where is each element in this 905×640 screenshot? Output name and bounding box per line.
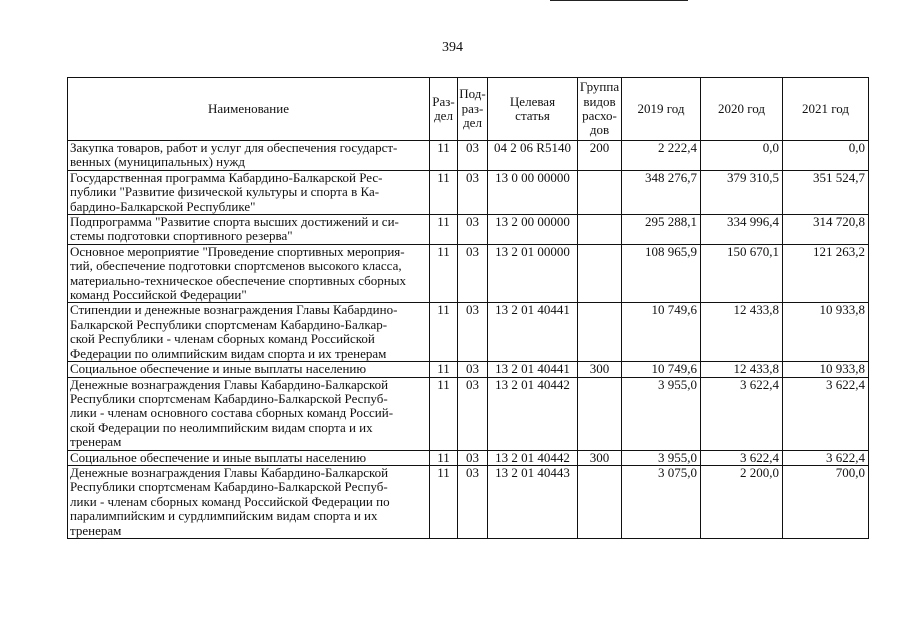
cell-name: Подпрограмма "Развитие спорта высших достижений и си- стемы подготовки спортивного резерва" — [68, 215, 430, 245]
cell-statya: 13 2 00 00000 — [488, 215, 578, 245]
column-header-name: Наименование — [68, 78, 430, 141]
cell-2021: 10 933,8 — [783, 303, 869, 362]
cell-razdel: 11 — [430, 450, 458, 465]
table-row — [68, 141, 869, 171]
cell-name: Стипендии и денежные вознаграждения Главы Кабардино- Балкарской Республики спортсменам Кабардино-Балкар- ской Республики - членам сборных команд Российской Федерации по олимпийским видам спорта и их тренерам — [68, 303, 430, 362]
table-row — [68, 465, 869, 538]
cell-razdel: 11 — [430, 303, 458, 362]
cell-2021: 121 263,2 — [783, 244, 869, 303]
budget-table — [67, 77, 869, 539]
table-body — [68, 141, 869, 539]
cell-2020: 3 622,4 — [701, 377, 783, 450]
cell-gruppa — [578, 377, 622, 450]
cell-gruppa — [578, 244, 622, 303]
cell-statya: 13 2 01 40443 — [488, 465, 578, 538]
column-header-podrazdel: Под- раз- дел — [458, 78, 488, 141]
cell-podrazdel: 03 — [458, 215, 488, 245]
cell-podrazdel: 03 — [458, 141, 488, 171]
cell-statya: 13 2 01 40442 — [488, 450, 578, 465]
cell-gruppa: 300 — [578, 362, 622, 377]
cell-name: Социальное обеспечение и иные выплаты населению — [68, 450, 430, 465]
cell-name: Социальное обеспечение и иные выплаты населению — [68, 362, 430, 377]
cell-gruppa — [578, 215, 622, 245]
cell-2019: 348 276,7 — [622, 170, 701, 214]
cell-name: Денежные вознаграждения Главы Кабардино-Балкарской Республики спортсменам Кабардино-Балкарской Респуб- лики - членам сборных команд Российской Федерации по паралимпийским и сурдлимпийским видам спорта и их тренерам — [68, 465, 430, 538]
cell-statya: 13 0 00 00000 — [488, 170, 578, 214]
table-row — [68, 170, 869, 214]
column-header-razdel: Раз- дел — [430, 78, 458, 141]
cell-gruppa: 200 — [578, 141, 622, 171]
column-header-gruppa: Группа видов расхо- дов — [578, 78, 622, 141]
table-row — [68, 362, 869, 377]
cell-2020: 3 622,4 — [701, 450, 783, 465]
cell-podrazdel: 03 — [458, 303, 488, 362]
cell-statya: 13 2 01 00000 — [488, 244, 578, 303]
cell-2020: 12 433,8 — [701, 303, 783, 362]
cell-2019: 3 075,0 — [622, 465, 701, 538]
cell-podrazdel: 03 — [458, 465, 488, 538]
cell-2019: 3 955,0 — [622, 450, 701, 465]
cell-name: Основное мероприятие "Проведение спортивных мероприя- тий, обеспечение подготовки спортсменов высокого класса, материально-техническое обеспечение спортивных сборных команд Российской Федерации" — [68, 244, 430, 303]
cell-2020: 334 996,4 — [701, 215, 783, 245]
cell-2021: 700,0 — [783, 465, 869, 538]
cell-gruppa: 300 — [578, 450, 622, 465]
cell-razdel: 11 — [430, 244, 458, 303]
table-row — [68, 215, 869, 245]
table-row — [68, 377, 869, 450]
cell-2020: 12 433,8 — [701, 362, 783, 377]
cell-statya: 13 2 01 40442 — [488, 377, 578, 450]
cell-podrazdel: 03 — [458, 170, 488, 214]
cell-razdel: 11 — [430, 170, 458, 214]
column-header-2020: 2020 год — [701, 78, 783, 141]
cell-2019: 295 288,1 — [622, 215, 701, 245]
cell-2021: 3 622,4 — [783, 450, 869, 465]
header-underline — [550, 0, 688, 2]
table-header-row — [68, 78, 869, 141]
cell-name: Государственная программа Кабардино-Балкарской Рес- публики "Развитие физической культуры и спорта в Ка- бардино-Балкарской Республике" — [68, 170, 430, 214]
cell-2019: 108 965,9 — [622, 244, 701, 303]
cell-name: Денежные вознаграждения Главы Кабардино-Балкарской Республики спортсменам Кабардино-Балкарской Респуб- лики - членам основного состава сборных команд Россий- ской Федерации по неолимпийским видам спорта и их тренерам — [68, 377, 430, 450]
cell-podrazdel: 03 — [458, 244, 488, 303]
cell-2020: 2 200,0 — [701, 465, 783, 538]
cell-gruppa — [578, 303, 622, 362]
cell-statya: 13 2 01 40441 — [488, 303, 578, 362]
cell-razdel: 11 — [430, 215, 458, 245]
cell-podrazdel: 03 — [458, 362, 488, 377]
cell-name: Закупка товаров, работ и услуг для обеспечения государст- венных (муниципальных) нужд — [68, 141, 430, 171]
cell-gruppa — [578, 170, 622, 214]
cell-2019: 10 749,6 — [622, 303, 701, 362]
cell-2021: 3 622,4 — [783, 377, 869, 450]
cell-2019: 3 955,0 — [622, 377, 701, 450]
cell-2021: 0,0 — [783, 141, 869, 171]
table-row — [68, 450, 869, 465]
cell-razdel: 11 — [430, 465, 458, 538]
cell-podrazdel: 03 — [458, 450, 488, 465]
page-number: 394 — [442, 40, 463, 55]
table-row — [68, 303, 869, 362]
cell-podrazdel: 03 — [458, 377, 488, 450]
cell-2021: 351 524,7 — [783, 170, 869, 214]
column-header-2019: 2019 год — [622, 78, 701, 141]
cell-razdel: 11 — [430, 141, 458, 171]
cell-statya: 13 2 01 40441 — [488, 362, 578, 377]
cell-2021: 314 720,8 — [783, 215, 869, 245]
cell-statya: 04 2 06 R5140 — [488, 141, 578, 171]
cell-razdel: 11 — [430, 377, 458, 450]
cell-2019: 10 749,6 — [622, 362, 701, 377]
cell-2019: 2 222,4 — [622, 141, 701, 171]
cell-2020: 379 310,5 — [701, 170, 783, 214]
cell-2021: 10 933,8 — [783, 362, 869, 377]
cell-2020: 150 670,1 — [701, 244, 783, 303]
table-row — [68, 244, 869, 303]
cell-razdel: 11 — [430, 362, 458, 377]
column-header-statya: Целевая статья — [488, 78, 578, 141]
cell-gruppa — [578, 465, 622, 538]
column-header-2021: 2021 год — [783, 78, 869, 141]
cell-2020: 0,0 — [701, 141, 783, 171]
